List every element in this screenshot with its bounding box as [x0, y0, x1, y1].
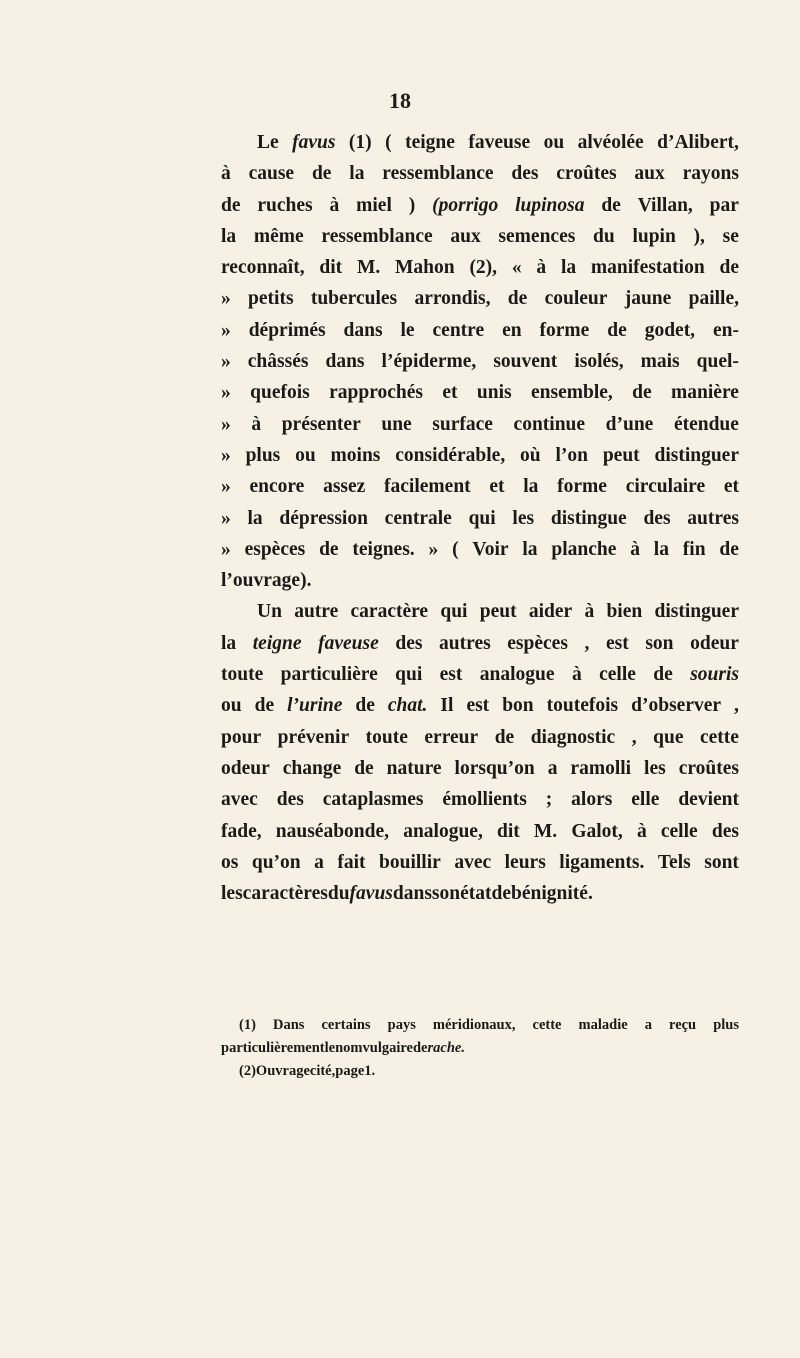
word: rapprochés — [329, 382, 424, 404]
word: assez — [323, 476, 366, 498]
word: à — [630, 538, 640, 560]
word: prévenir — [277, 726, 350, 748]
word: change — [282, 757, 342, 779]
word: unis — [476, 382, 512, 404]
word: Il — [440, 695, 454, 717]
word: la — [523, 476, 539, 498]
word: et — [489, 476, 505, 498]
word: certains — [321, 1017, 371, 1033]
word: du — [327, 883, 350, 905]
footnote-line — [221, 1037, 739, 1060]
footnotes — [221, 1014, 739, 1083]
word: faveuse — [318, 632, 379, 654]
word: de — [311, 163, 332, 185]
word: forme — [539, 319, 590, 341]
word: état — [460, 883, 492, 905]
word: de — [507, 288, 528, 310]
word: considérable, — [395, 444, 506, 466]
word: qui — [468, 507, 496, 529]
word: qu’on — [251, 851, 301, 873]
word: nature — [386, 757, 442, 779]
word: le — [400, 319, 415, 341]
word: ressemblance — [382, 163, 494, 185]
body-line — [221, 659, 739, 690]
word: a — [547, 757, 558, 779]
word: distinguer — [654, 601, 739, 623]
word: os — [221, 851, 239, 873]
body-line — [221, 565, 739, 596]
word: , — [631, 726, 637, 748]
word: son — [645, 632, 674, 654]
word: cataplasmes — [322, 789, 424, 811]
word: à — [221, 163, 231, 185]
word: le — [324, 1040, 336, 1056]
word: Galot, — [571, 820, 623, 842]
word: aux — [450, 225, 481, 247]
word: la — [522, 538, 538, 560]
word: toutefois — [546, 695, 619, 717]
word: teigne — [405, 132, 455, 153]
body-line — [221, 158, 739, 189]
word: facilement — [384, 476, 471, 498]
word: Tels — [657, 851, 691, 873]
word: espèces — [507, 632, 568, 654]
word: cité, — [309, 1063, 336, 1079]
word: des — [711, 820, 739, 842]
word: du — [593, 225, 615, 247]
footnote-line — [221, 1014, 739, 1037]
word: continue — [513, 413, 586, 435]
word: de — [319, 538, 339, 560]
word: semences — [498, 225, 576, 247]
word: (2) — [239, 1063, 256, 1079]
word: » — [221, 444, 231, 466]
word: Voir — [472, 538, 509, 560]
word: les — [512, 507, 535, 529]
word: , — [584, 632, 590, 654]
word: particulière — [280, 664, 378, 686]
word: en- — [713, 319, 739, 341]
word: aux — [634, 163, 665, 185]
body-line — [221, 690, 739, 721]
body-line — [221, 315, 739, 346]
word: de — [254, 695, 275, 717]
word: de — [607, 319, 627, 341]
word: » — [221, 413, 231, 435]
word: distingue — [550, 507, 627, 529]
word: dans — [325, 351, 365, 373]
word: dépression — [279, 507, 368, 529]
word: centre — [432, 319, 485, 341]
word: tubercules — [310, 288, 398, 310]
page-number: 18 — [389, 88, 411, 113]
word: à — [571, 664, 582, 686]
word: pays — [387, 1017, 416, 1033]
word: peut — [602, 444, 640, 466]
word: croûtes — [678, 757, 739, 779]
word: devient — [678, 789, 739, 811]
word: cause — [248, 163, 295, 185]
word: ), — [693, 225, 705, 247]
word: de — [491, 883, 512, 905]
body-line — [221, 847, 739, 878]
word: châssés — [247, 351, 309, 373]
word: les — [644, 757, 666, 779]
word: bénignité. — [511, 883, 593, 905]
word: miel — [356, 194, 392, 216]
word: aider — [528, 601, 573, 623]
word: ) — [408, 194, 416, 216]
word: d’une — [605, 413, 654, 435]
word: ; — [545, 789, 553, 811]
word: rache. — [427, 1040, 465, 1056]
word: lupinosa — [515, 194, 585, 216]
word: à — [584, 601, 595, 623]
word: alors — [571, 789, 613, 811]
word: ensemble, — [531, 382, 613, 404]
word: manière — [671, 382, 739, 404]
word: faveuse — [468, 132, 531, 153]
word: celle — [599, 664, 636, 686]
word: arrondis, — [414, 288, 491, 310]
word: erreur — [424, 726, 479, 748]
body-line — [221, 722, 739, 753]
word: Le — [257, 132, 279, 153]
word: M. — [356, 257, 381, 279]
word: est — [606, 632, 629, 654]
word: centrale — [384, 507, 452, 529]
word: la — [349, 163, 365, 185]
word: ( — [385, 132, 392, 153]
word: diagnostic — [530, 726, 616, 748]
word: ou — [221, 695, 242, 717]
word: à — [536, 257, 547, 279]
word: et — [723, 476, 739, 498]
word: ). — [300, 570, 312, 592]
word: (2), — [469, 257, 498, 279]
word: favus — [292, 132, 336, 153]
word: qui — [395, 664, 423, 686]
word: Dans — [272, 1017, 305, 1033]
body-line — [221, 346, 739, 377]
word: étendue — [673, 413, 739, 435]
word: nauséabonde, — [275, 820, 390, 842]
word: peut — [479, 601, 517, 623]
word: jaune — [624, 288, 672, 310]
word: » — [221, 319, 231, 341]
body-line — [221, 471, 739, 502]
body-line — [221, 252, 739, 283]
word: ligaments. — [559, 851, 645, 873]
word: (porrigo — [432, 194, 499, 216]
body-line — [221, 283, 739, 314]
word: dans — [343, 319, 383, 341]
word: sont — [704, 851, 739, 873]
word: fait — [337, 851, 366, 873]
word: présenter — [281, 413, 361, 435]
word: 1. — [364, 1063, 376, 1079]
word: de — [355, 695, 375, 717]
word: alvéolée — [577, 132, 644, 153]
word: fade, — [221, 820, 262, 842]
word: des — [276, 789, 304, 811]
word: forme — [557, 476, 607, 498]
word: à — [636, 820, 647, 842]
word: ressemblance — [321, 225, 433, 247]
word: ramolli — [570, 757, 632, 779]
word: à — [329, 194, 340, 216]
word: Ouvrage — [255, 1063, 310, 1079]
word: de — [653, 664, 673, 686]
word: toute — [221, 664, 264, 686]
word: croûtes — [556, 163, 617, 185]
body-text — [221, 127, 739, 909]
word: la — [221, 632, 237, 654]
word: particulièrement — [221, 1040, 325, 1056]
word: pour — [221, 726, 262, 748]
word: mais — [640, 351, 680, 373]
word: quefois — [250, 382, 310, 404]
word: caractère — [350, 601, 429, 623]
word: de — [719, 538, 739, 560]
word: espèces — [244, 538, 306, 560]
word: rayons — [682, 163, 739, 185]
body-line — [221, 628, 739, 659]
word: bien — [606, 601, 643, 623]
body-line — [221, 816, 739, 847]
body-line — [221, 596, 739, 627]
word: » — [221, 351, 231, 373]
word: couleur — [544, 288, 608, 310]
word: » — [221, 507, 231, 529]
word: ou — [295, 444, 316, 466]
word: dit — [319, 257, 343, 279]
word: l’on — [555, 444, 588, 466]
word: analogue — [479, 664, 555, 686]
word: où — [520, 444, 541, 466]
word: l’urine — [287, 695, 343, 717]
word: des — [395, 632, 423, 654]
word: caractères — [242, 883, 328, 905]
body-line — [221, 409, 739, 440]
word: M. — [533, 820, 558, 842]
word: (1) — [239, 1017, 256, 1033]
word: teigne — [252, 632, 302, 654]
word: odeur — [690, 632, 739, 654]
word: » — [221, 382, 231, 404]
word: l’ouvrage — [221, 570, 301, 592]
word: maladie — [578, 1017, 628, 1033]
word: Mahon — [395, 257, 455, 279]
word: se — [722, 225, 739, 247]
word: plus — [245, 444, 281, 466]
word: fin — [682, 538, 706, 560]
word: avec — [454, 851, 492, 873]
word: ruches — [257, 194, 313, 216]
word: des — [643, 507, 671, 529]
word: petits — [248, 288, 294, 310]
body-line — [221, 440, 739, 471]
word: vulgaire — [362, 1040, 413, 1056]
word: que — [653, 726, 684, 748]
word: autres — [439, 632, 491, 654]
word: lupin — [632, 225, 676, 247]
body-line — [221, 784, 739, 815]
word: par — [709, 194, 739, 216]
word: godet, — [644, 319, 696, 341]
word: celle — [660, 820, 698, 842]
word: toute — [365, 726, 408, 748]
word: des — [511, 163, 539, 185]
body-line — [221, 753, 739, 784]
word: souvent — [493, 351, 558, 373]
word: isolés, — [574, 351, 624, 373]
word: de — [632, 382, 652, 404]
word: » — [221, 476, 231, 498]
word: Villan, — [637, 194, 693, 216]
word: analogue, — [403, 820, 483, 842]
word: moins — [330, 444, 381, 466]
word: la — [221, 225, 237, 247]
word: déprimés — [248, 319, 326, 341]
word: a — [644, 1017, 652, 1033]
word: Un — [257, 601, 282, 623]
word: ( — [452, 538, 459, 560]
word: bouillir — [379, 851, 441, 873]
word: de — [719, 257, 739, 279]
word: une — [381, 413, 412, 435]
body-line — [221, 503, 739, 534]
word: » — [428, 538, 439, 560]
word: ou — [543, 132, 565, 153]
body-line — [221, 878, 739, 909]
word: souris — [690, 664, 739, 686]
word: » — [221, 288, 231, 310]
word: est — [439, 664, 463, 686]
word: dit — [496, 820, 520, 842]
word: de — [412, 1040, 428, 1056]
word: bon — [502, 695, 534, 717]
word: reçu — [669, 1017, 697, 1033]
word: autre — [294, 601, 339, 623]
word: teignes. — [352, 538, 415, 560]
body-line — [221, 377, 739, 408]
word: odeur — [221, 757, 270, 779]
word: (1) — [348, 132, 372, 153]
word: de — [601, 194, 621, 216]
word: plus — [713, 1017, 739, 1033]
word: est — [466, 695, 490, 717]
word: nom — [335, 1040, 363, 1056]
word: d’observer — [631, 695, 722, 717]
body-line — [221, 127, 739, 158]
word: chat. — [387, 695, 428, 717]
word: circulaire — [625, 476, 706, 498]
word: cette — [532, 1017, 562, 1033]
word: « — [511, 257, 522, 279]
word: même — [253, 225, 304, 247]
word: de — [354, 757, 374, 779]
word: reconnaît, — [221, 257, 305, 279]
word: surface — [432, 413, 493, 435]
footnote-line — [221, 1060, 739, 1083]
word: de — [221, 194, 241, 216]
word: la — [653, 538, 669, 560]
word: à — [251, 413, 262, 435]
word: la — [247, 507, 263, 529]
word: distinguer — [654, 444, 739, 466]
word: la — [560, 257, 577, 279]
word: émollients — [442, 789, 527, 811]
word: dans — [392, 883, 432, 905]
word: son — [431, 883, 461, 905]
word: cette — [700, 726, 739, 748]
word: planche — [551, 538, 617, 560]
word: en — [502, 319, 522, 341]
word: lorsqu’on — [454, 757, 535, 779]
word: manifestation — [590, 257, 705, 279]
body-line — [221, 190, 739, 221]
word: avec — [221, 789, 258, 811]
word: quel- — [696, 351, 739, 373]
word: paille, — [688, 288, 739, 310]
word: et — [442, 382, 458, 404]
word: page — [335, 1063, 365, 1079]
word: elle — [631, 789, 660, 811]
word: d’Alibert, — [657, 132, 739, 153]
word: encore — [249, 476, 305, 498]
word: a — [314, 851, 324, 873]
word: de — [494, 726, 515, 748]
body-line — [221, 221, 739, 252]
word: » — [221, 538, 231, 560]
word: qui — [440, 601, 468, 623]
body-line — [221, 534, 739, 565]
word: leurs — [504, 851, 546, 873]
word: , — [734, 695, 739, 717]
word: favus — [349, 883, 393, 905]
word: l’épiderme, — [381, 351, 477, 373]
word: autres — [687, 507, 739, 529]
word: méridionaux, — [432, 1017, 516, 1033]
word: les — [221, 883, 243, 905]
